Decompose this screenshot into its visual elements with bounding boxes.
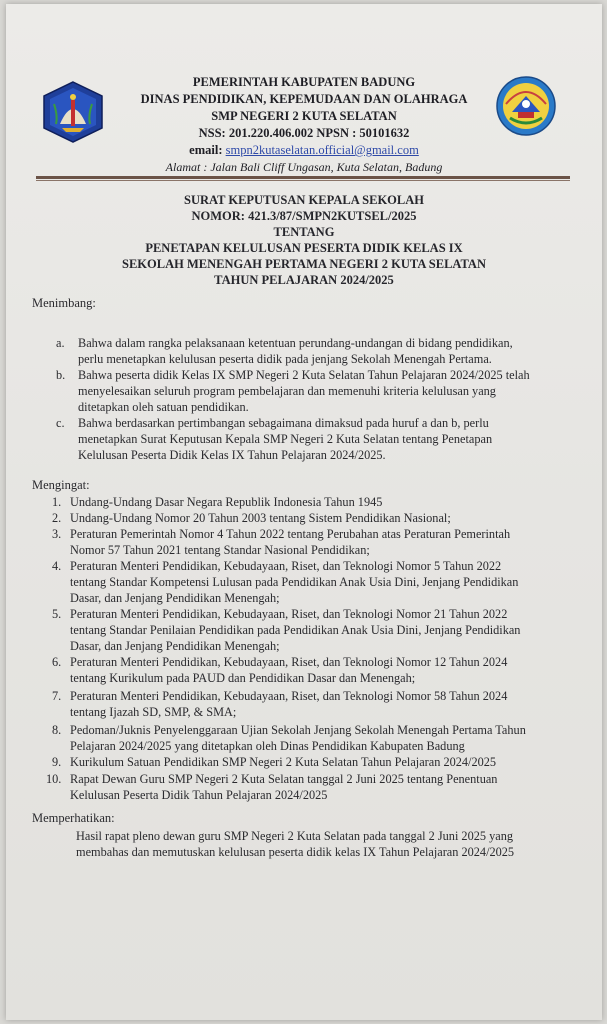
- mengingat-item-10: [70, 771, 570, 803]
- mengingat-marker-7: 7.: [52, 689, 62, 703]
- item-line: tentang Ijazah SD, SMP, & SMA;: [70, 705, 237, 719]
- item-line: tentang Standar Penilaian Pendidikan pada Pendidikan Anak Usia Dini, Jenjang Pendidikan: [70, 623, 521, 637]
- letterhead: [6, 74, 602, 176]
- mengingat-marker-2: 2.: [52, 511, 62, 525]
- item-line: Peraturan Menteri Pendidikan, Kebudayaan, Riset, dan Teknologi Nomor 5 Tahun 2022: [70, 559, 502, 573]
- mengingat-marker-1: 1.: [52, 495, 62, 509]
- item-line: Peraturan Menteri Pendidikan, Kebudayaan, Riset, dan Teknologi Nomor 12 Tahun 2024: [70, 655, 508, 669]
- letterhead-line-4: NSS: 201.220.406.002 NPSN : 50101632: [198, 126, 410, 140]
- item-line: Dasar, dan Jenjang Pendidikan Menengah;: [70, 639, 280, 653]
- title-line-4: PENETAPAN KELULUSAN PESERTA DIDIK KELAS IX: [145, 241, 463, 255]
- paragraph-line: membahas dan memutuskan kelulusan peserta didik kelas IX Tahun Pelajaran 2024/2025: [76, 845, 515, 859]
- item-line: Bahwa peserta didik Kelas IX SMP Negeri 2 Kuta Selatan Tahun Pelajaran 2024/2025 telah: [78, 368, 530, 382]
- item-line: menyelesaikan seluruh program pembelajaran dan memenuhi kriteria kelulusan yang: [78, 384, 496, 398]
- title-line-6: TAHUN PELAJARAN 2024/2025: [214, 273, 394, 287]
- letterhead-email-row: [6, 142, 602, 159]
- mengingat-marker-9: 9.: [52, 755, 62, 769]
- mengingat-item-7: [70, 688, 570, 720]
- letterhead-line-3: SMP NEGERI 2 KUTA SELATAN: [211, 109, 397, 123]
- menimbang-item-a: [78, 335, 572, 367]
- item-line: Bahwa dalam rangka pelaksanaan ketentuan perundang-undangan di bidang pendidikan,: [78, 336, 513, 350]
- mengingat-item-4: [70, 558, 570, 606]
- mengingat-item-1: [70, 494, 570, 510]
- memperhatikan-paragraph: [76, 828, 556, 860]
- menimbang-marker-c: c.: [56, 416, 65, 430]
- title-line-2: NOMOR: 421.3/87/SMPN2KUTSEL/2025: [191, 209, 417, 223]
- item-line: perlu menetapkan kelulusan peserta didik pada jenjang Sekolah Menengah Pertama.: [78, 352, 492, 366]
- mengingat-marker-3: 3.: [52, 527, 62, 541]
- document-page: [6, 4, 602, 1020]
- letterhead-line-1: PEMERINTAH KABUPATEN BADUNG: [192, 75, 416, 89]
- menimbang-item-b: [78, 367, 572, 415]
- mengingat-item-2: [70, 510, 570, 526]
- mengingat-item-5: [70, 606, 570, 654]
- mengingat-marker-8: 8.: [52, 723, 62, 737]
- mengingat-marker-6: 6.: [52, 655, 62, 669]
- document-title: [6, 192, 602, 288]
- item-line: tentang Kurikulum pada PAUD dan Pendidikan Dasar dan Menengah;: [70, 671, 416, 685]
- paragraph-line: Hasil rapat pleno dewan guru SMP Negeri 2 Kuta Selatan pada tanggal 2 Juni 2025 yang: [76, 829, 514, 843]
- memperhatikan-label: Memperhatikan:: [32, 811, 115, 825]
- item-line: Undang-Undang Nomor 20 Tahun 2003 tentang Sistem Pendidikan Nasional;: [70, 511, 451, 525]
- letterhead-divider-thin: [36, 180, 570, 181]
- item-line: Pedoman/Juknis Penyelenggaraan Ujian Sekolah Jenjang Sekolah Menengah Pertama Tahun: [70, 723, 526, 737]
- item-line: Undang-Undang Dasar Negara Republik Indonesia Tahun 1945: [70, 495, 383, 509]
- mengingat-marker-10: 10.: [46, 772, 62, 786]
- title-line-5: SEKOLAH MENENGAH PERTAMA NEGERI 2 KUTA SELATAN: [122, 257, 486, 271]
- item-line: Pelajaran 2024/2025 yang ditetapkan oleh Dinas Pendidikan Kabupaten Badung: [70, 739, 465, 753]
- mengingat-item-3: [70, 526, 570, 558]
- item-line: Nomor 57 Tahun 2021 tentang Standar Nasional Pendidikan;: [70, 543, 370, 557]
- mengingat-marker-4: 4.: [52, 559, 62, 573]
- email-label: email:: [189, 143, 226, 157]
- mengingat-item-9: [70, 754, 570, 770]
- item-line: Bahwa berdasarkan pertimbangan sebagaimana dimaksud pada huruf a dan b, perlu: [78, 416, 489, 430]
- title-line-3: TENTANG: [273, 225, 335, 239]
- item-line: Rapat Dewan Guru SMP Negeri 2 Kuta Selatan tanggal 2 Juni 2025 tentang Penentuan: [70, 772, 498, 786]
- email-link[interactable]: smpn2kutaselatan.official@gmail.com: [225, 143, 419, 157]
- mengingat-marker-5: 5.: [52, 607, 62, 621]
- item-line: Dasar, dan Jenjang Pendidikan Menengah;: [70, 591, 280, 605]
- item-line: Peraturan Menteri Pendidikan, Kebudayaan, Riset, dan Teknologi Nomor 21 Tahun 2022: [70, 607, 508, 621]
- letterhead-divider: [36, 176, 570, 179]
- item-line: tentang Standar Kompetensi Lulusan pada Pendidikan Anak Usia Dini, Jenjang Pendidikan: [70, 575, 519, 589]
- menimbang-label: Menimbang:: [32, 296, 96, 310]
- item-line: Peraturan Pemerintah Nomor 4 Tahun 2022 tentang Perubahan atas Peraturan Pemerintah: [70, 527, 511, 541]
- item-line: Peraturan Menteri Pendidikan, Kebudayaan, Riset, dan Teknologi Nomor 58 Tahun 2024: [70, 689, 508, 703]
- letterhead-address: Alamat : Jalan Bali Cliff Ungasan, Kuta Selatan, Badung: [165, 160, 443, 174]
- mengingat-item-8: [70, 722, 570, 754]
- letterhead-line-2: DINAS PENDIDIKAN, KEPEMUDAAN DAN OLAHRAGA: [140, 92, 468, 106]
- mengingat-label: Mengingat:: [32, 478, 90, 492]
- item-line: Kurikulum Satuan Pendidikan SMP Negeri 2 Kuta Selatan Tahun Pelajaran 2024/2025: [70, 755, 497, 769]
- item-line: ditetapkan oleh satuan pendidikan.: [78, 400, 249, 414]
- menimbang-marker-b: b.: [56, 368, 66, 382]
- mengingat-item-6: [70, 654, 570, 686]
- item-line: Kelulusan Peserta Didik Kelas IX Tahun Pelajaran 2024/2025.: [78, 448, 386, 462]
- title-line-1: SURAT KEPUTUSAN KEPALA SEKOLAH: [184, 193, 424, 207]
- menimbang-marker-a: a.: [56, 336, 65, 350]
- item-line: menetapkan Surat Keputusan Kepala SMP Negeri 2 Kuta Selatan tentang Penetapan: [78, 432, 493, 446]
- item-line: Kelulusan Peserta Didik Tahun Pelajaran 2024/2025: [70, 788, 328, 802]
- menimbang-item-c: [78, 415, 572, 463]
